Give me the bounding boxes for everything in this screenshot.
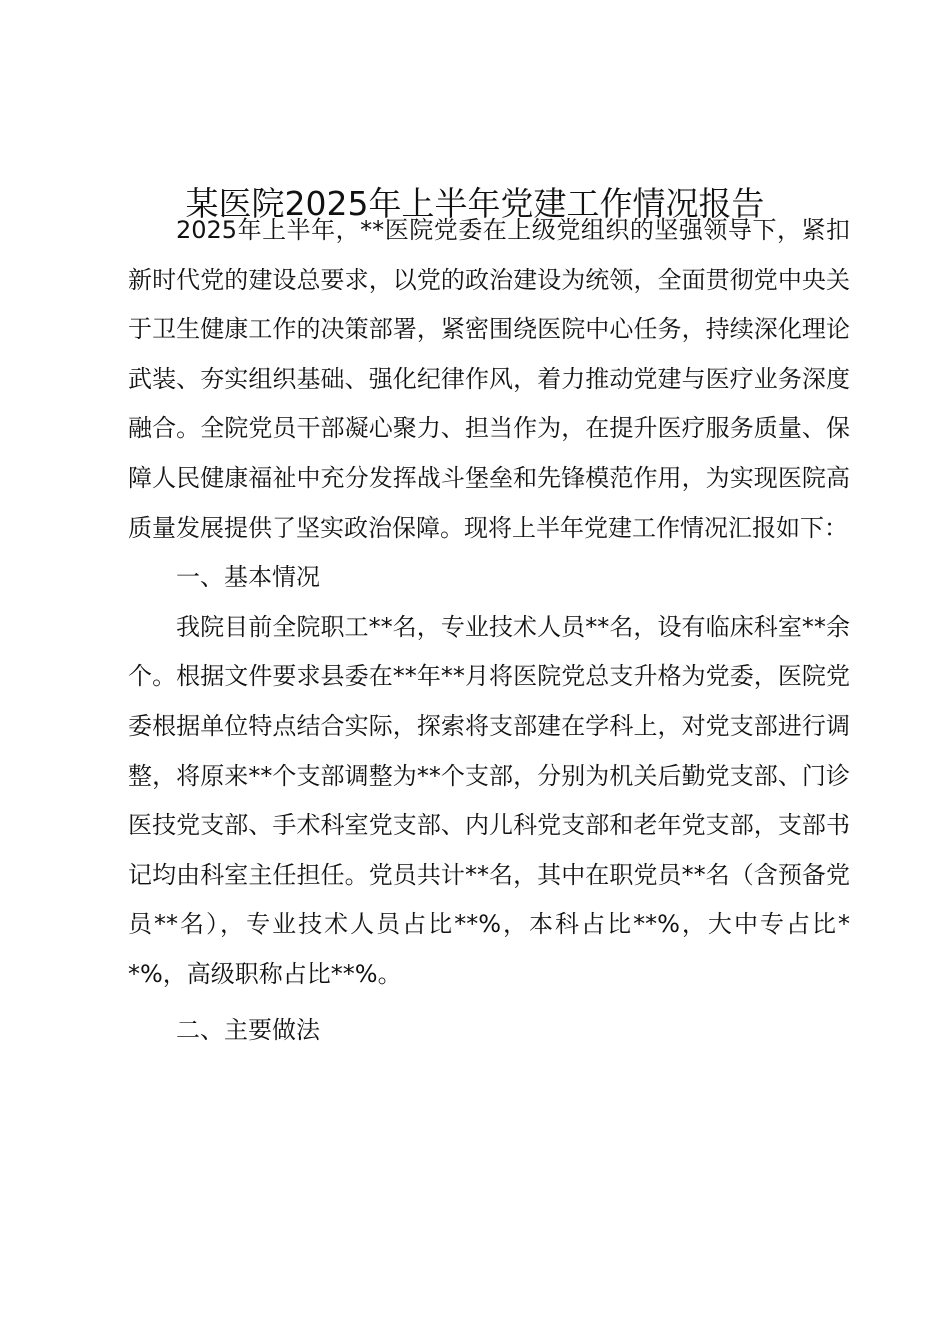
document-body xyxy=(128,206,850,1055)
section-heading-basic-info: 一、基本情况 xyxy=(176,563,320,592)
intro-paragraph: 2025年上半年，**医院党委在上级党组织的坚强领导下，紧扣新时代党的建设总要求，以党的政治建设为统领，全面贯彻党中央关于卫生健康工作的决策部署，紧密围绕医院中心任务，持续深化理论武装、夯实组织基础、强化纪律作风，着力推动党建与医疗业务深度融合。全院党员干部凝心聚力、担当作为，在提升医疗服务质量、保障人民健康福祉中充分发挥战斗堡垒和先锋模范作用，为实现医院高质量发展提供了坚实政治保障。现将上半年党建工作情况汇报如下： xyxy=(128,216,850,542)
document-title: 某医院2025年上半年党建工作情况报告 xyxy=(185,184,765,223)
section-heading-main-practices: 二、主要做法 xyxy=(176,1015,320,1044)
section-basic-info-paragraph: 我院目前全院职工**名，专业技术人员**名，设有临床科室**余个。根据文件要求县委在**年**月将医院党总支升格为党委，医院党委根据单位特点结合实际，探索将支部建在学科上，对党支部进行调整，将原来**个支部调整为**个支部，分别为机关后勤党支部、门诊医技党支部、手术科室党支部、内儿科党支部和老年党支部，支部书记均由科室主任担任。党员共计**名，其中在职党员**名（含预备党员**名），专业技术人员占比**%，本科占比**%，大中专占比**%，高级职称占比**%。 xyxy=(128,612,850,988)
